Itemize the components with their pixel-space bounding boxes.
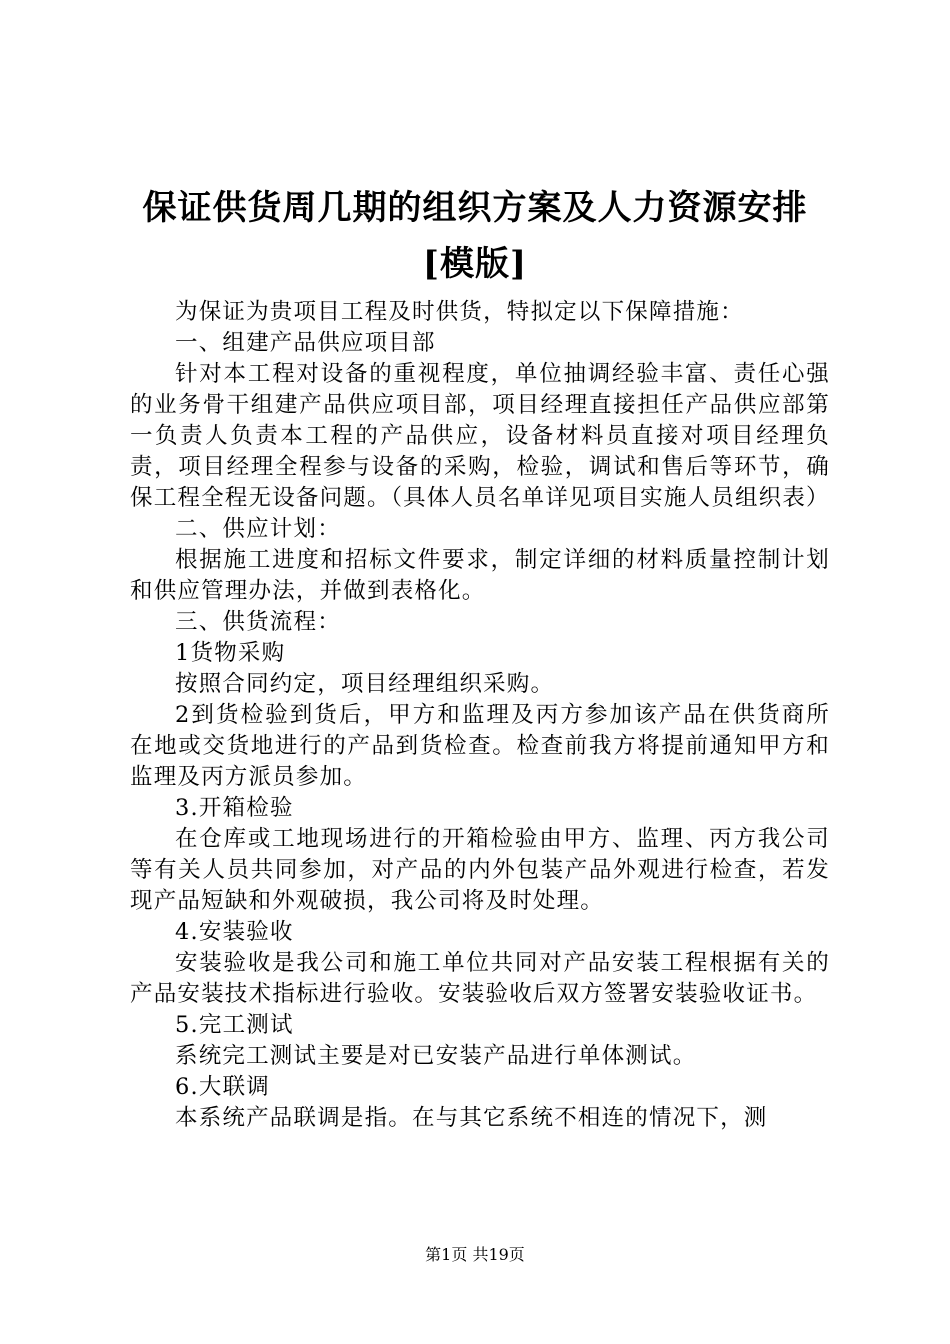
document-title-line-2: [模版] bbox=[422, 244, 528, 284]
subsection-heading: 6.大联调 bbox=[175, 1074, 270, 1100]
document-body bbox=[130, 297, 830, 1134]
subsection-heading: 4.安装验收 bbox=[175, 919, 294, 945]
subsection-heading: 3.开箱检验 bbox=[175, 795, 294, 821]
paragraph: 按照合同约定，项目经理组织采购。 bbox=[175, 671, 555, 697]
paragraph: 安装验收是我公司和施工单位共同对产品安装工程根据有关的产品安装技术指标进行验收。安装验收后双方签署安装验收证书。 bbox=[130, 950, 830, 1007]
section-heading: 二、供应计划： bbox=[175, 516, 341, 542]
subsection-heading: 5.完工测试 bbox=[175, 1012, 294, 1038]
paragraph: 在仓库或工地现场进行的开箱检验由甲方、监理、丙方我公司等有关人员共同参加，对产品的内外包装产品外观进行检查，若发现产品短缺和外观破损，我公司将及时处理。 bbox=[130, 826, 830, 914]
paragraph: 系统完工测试主要是对已安装产品进行单体测试。 bbox=[175, 1043, 697, 1069]
paragraph: 2到货检验到货后，甲方和监理及丙方参加该产品在供货商所在地或交货地进行的产品到货检查。检查前我方将提前通知甲方和监理及丙方派员参加。 bbox=[130, 702, 830, 790]
section-heading: 三、供货流程： bbox=[175, 609, 341, 635]
subsection-heading: 1货物采购 bbox=[175, 640, 286, 666]
section-heading: 一、组建产品供应项目部 bbox=[175, 330, 436, 356]
document-title-line-1: 保证供货周几期的组织方案及人力资源安排 bbox=[142, 188, 808, 228]
paragraph: 为保证为贵项目工程及时供货，特拟定以下保障措施： bbox=[175, 299, 744, 325]
paragraph: 本系统产品联调是指。在与其它系统不相连的情况下，测 bbox=[175, 1105, 768, 1131]
paragraph: 根据施工进度和招标文件要求，制定详细的材料质量控制计划和供应管理办法，并做到表格化。 bbox=[130, 547, 830, 604]
page-number-footer: 第1页 共19页 bbox=[425, 1245, 525, 1264]
paragraph: 针对本工程对设备的重视程度，单位抽调经验丰富、责任心强的业务骨干组建产品供应项目部，项目经理直接担任产品供应部第一负责人负责本工程的产品供应，设备材料员直接对项目经理负责，项目经理全程参与设备的采购，检验，调试和售后等环节，确保工程全程无设备问题。（具体人员名单详见项目实施人员组织表） bbox=[130, 361, 830, 511]
